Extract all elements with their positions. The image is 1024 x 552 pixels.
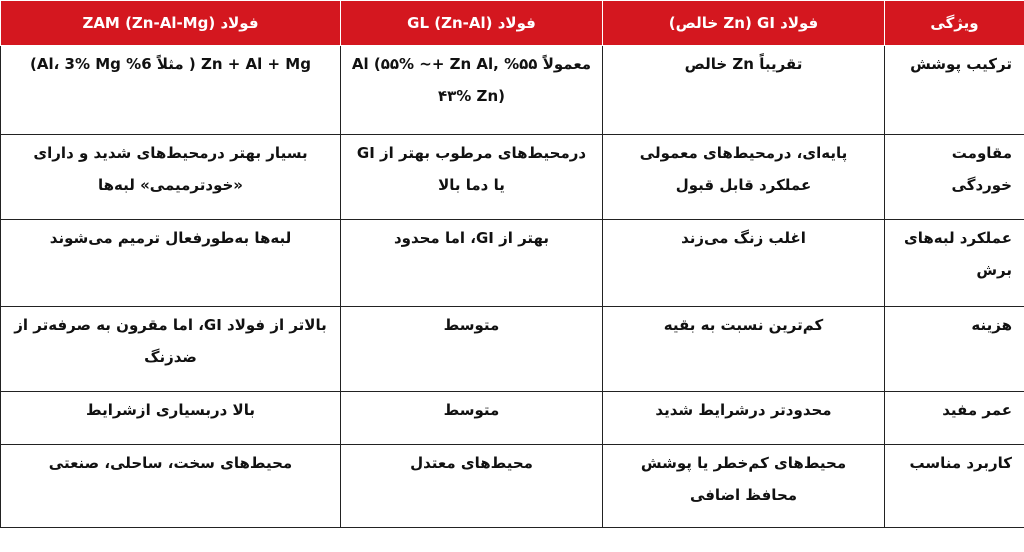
zam-cell: محیط‌های سخت، ساحلی، صنعتی [1,445,341,528]
gl-cell: محیط‌های معتدل [341,445,603,528]
zam-cell: لبه‌ها به‌طورفعال ترمیم می‌شوند [1,220,341,307]
header-zam: فولاد ZAM (Zn-Al-Mg) [1,1,341,46]
gl-cell: معمولاً ۵۵% Al (۵۵% ~+ Zn Al, ۴۳% Zn) [341,46,603,135]
table-row [1,392,1024,445]
gi-cell: اغلب زنگ می‌زند [603,220,885,307]
zam-cell: بسیار بهتر درمحیط‌های شدید و دارای «خودترمیمی» لبه‌ها [1,135,341,220]
header-feature: ویژگی [885,1,1024,46]
gi-cell: کم‌ترین نسبت به بقیه [603,307,885,392]
zam-cell: بالا دربسیاری ازشرایط [1,392,341,445]
table-row [1,46,1024,135]
feature-cell: عمر مفید [885,392,1024,445]
zam-cell: Zn + Al + Mg ( مثلاً 6% Al، 3% Mg) [1,46,341,135]
gl-cell: متوسط [341,392,603,445]
feature-cell: مقاومت خوردگی [885,135,1024,220]
feature-cell: هزینه [885,307,1024,392]
feature-cell: عملکرد لبه‌های برش [885,220,1024,307]
gi-cell: محیط‌های کم‌خطر یا پوشش محافظ اضافی [603,445,885,528]
header-gl: فولاد GL (Zn-Al) [341,1,603,46]
header-gi: فولاد GI (Zn خالص) [603,1,885,46]
gi-cell: محدودتر درشرایط شدید [603,392,885,445]
feature-cell: ترکیب پوشش [885,46,1024,135]
gi-cell: تقریباً Zn خالص [603,46,885,135]
gi-cell: پایه‌ای، درمحیط‌های معمولی عملکرد قابل قبول [603,135,885,220]
table-row [1,307,1024,392]
feature-cell: کاربرد مناسب [885,445,1024,528]
gl-cell: متوسط [341,307,603,392]
zam-cell: بالاتر از فولاد GI، اما مقرون به صرفه‌تر از ضدزنگ [1,307,341,392]
table-row [1,135,1024,220]
table-row [1,220,1024,307]
table-row [1,445,1024,528]
gl-cell: درمحیط‌های مرطوب بهتر از GI یا دما بالا [341,135,603,220]
gl-cell: بهتر از GI، اما محدود [341,220,603,307]
header-row [1,1,1024,46]
